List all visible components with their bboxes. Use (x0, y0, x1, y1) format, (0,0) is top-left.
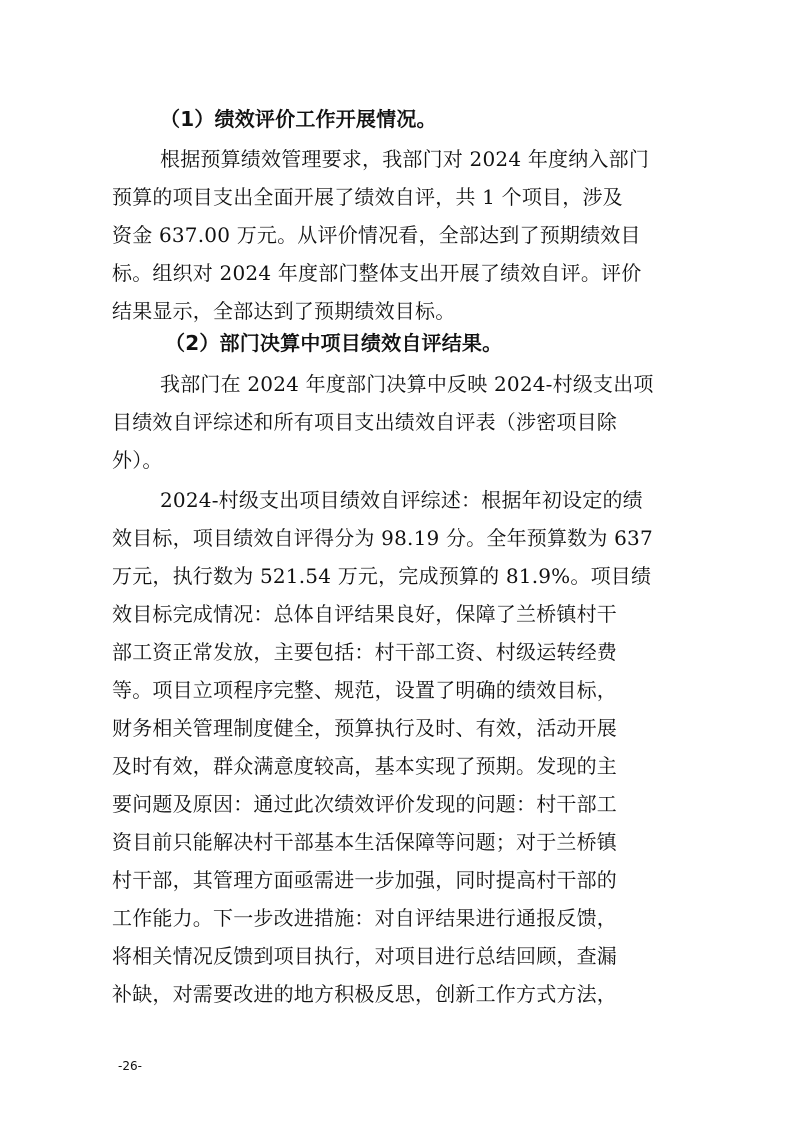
paragraph-line: 外）。 (112, 448, 163, 472)
paragraph-line: 工作能力。下一步改进措施：对自评结果进行通报反馈， (112, 906, 617, 930)
paragraph-line: 资金 637.00 万元。从评价情况看，全部达到了预期绩效目 (112, 223, 641, 247)
paragraph-line: 目绩效自评综述和所有项目支出绩效自评表（涉密项目除 (112, 410, 617, 434)
paragraph-line: 等。项目立项程序完整、规范，设置了明确的绩效目标， (112, 678, 617, 702)
paragraph-line: 部工资正常发放，主要包括：村干部工资、村级运转经费 (112, 640, 617, 664)
paragraph-line: 根据预算绩效管理要求，我部门对 2024 年度纳入部门 (160, 147, 650, 171)
section-heading-1: （1）绩效评价工作开展情况。 (160, 107, 437, 131)
paragraph-line: 效目标完成情况：总体自评结果良好，保障了兰桥镇村干 (112, 602, 617, 626)
page-number: -26- (118, 1059, 142, 1073)
paragraph-line: 2024-村级支出项目绩效自评综述：根据年初设定的绩 (160, 488, 643, 512)
paragraph-line: 将相关情况反馈到项目执行，对项目进行总结回顾，查漏 (112, 944, 617, 968)
paragraph-line: 我部门在 2024 年度部门决算中反映 2024-村级支出项 (160, 372, 654, 396)
paragraph-line: 效目标，项目绩效自评得分为 98.19 分。全年预算数为 637 (112, 526, 653, 550)
section-heading-2: （2）部门决算中项目绩效自评结果。 (165, 331, 503, 355)
paragraph-line: 村干部，其管理方面亟需进一步加强，同时提高村干部的 (112, 868, 617, 892)
paragraph-line: 补缺，对需要改进的地方积极反思，创新工作方式方法， (112, 982, 617, 1006)
paragraph-line: 预算的项目支出全面开展了绩效自评，共 1 个项目，涉及 (112, 185, 623, 209)
paragraph-line: 结果显示，全部达到了预期绩效目标。 (112, 299, 456, 323)
paragraph-line: 资目前只能解决村干部基本生活保障等问题；对于兰桥镇 (112, 830, 617, 854)
paragraph-line: 标。组织对 2024 年度部门整体支出开展了绩效自评。评价 (112, 261, 642, 285)
paragraph-line: 万元，执行数为 521.54 万元，完成预算的 81.9%。项目绩 (112, 564, 652, 588)
paragraph-line: 要问题及原因：通过此次绩效评价发现的问题：村干部工 (112, 792, 617, 816)
paragraph-line: 财务相关管理制度健全，预算执行及时、有效，活动开展 (112, 716, 617, 740)
paragraph-line: 及时有效，群众满意度较高，基本实现了预期。发现的主 (112, 754, 617, 778)
